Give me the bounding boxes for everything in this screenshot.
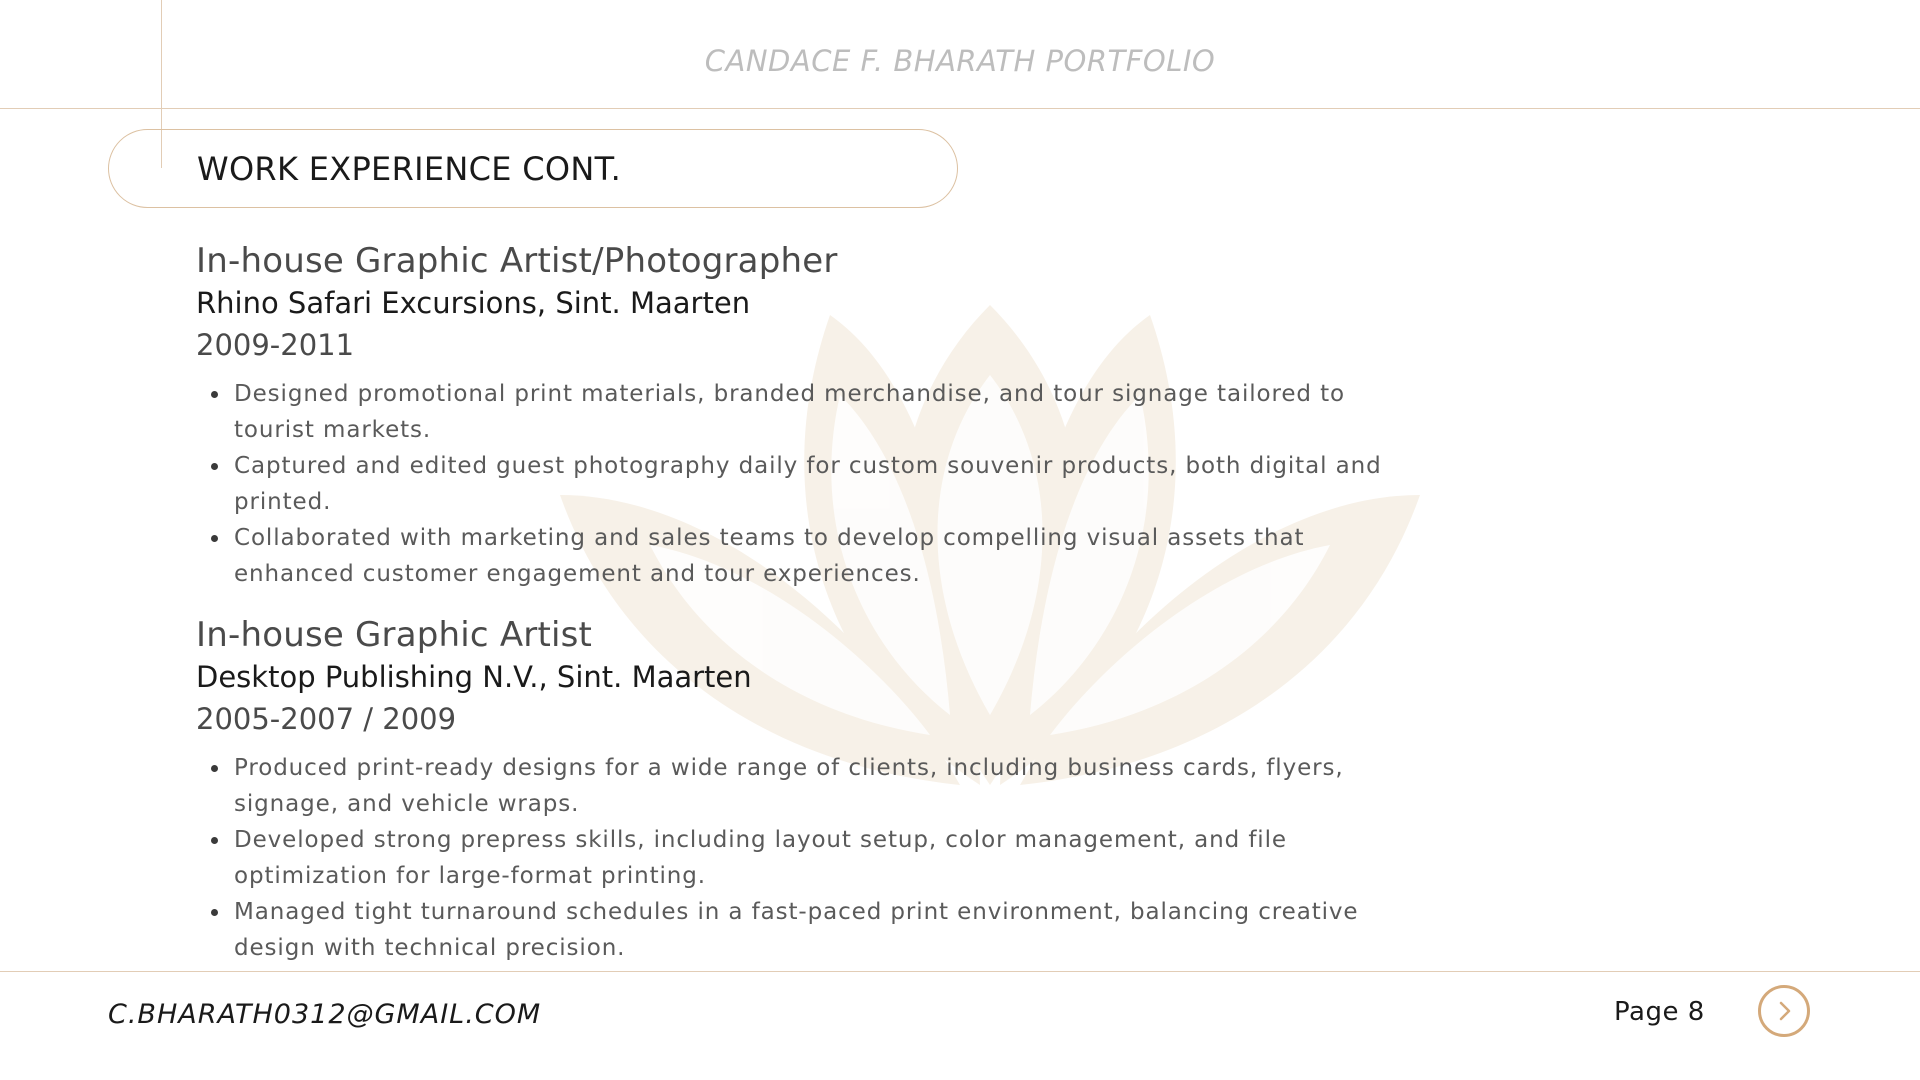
job-dates: 2005-2007 / 2009 (196, 702, 457, 736)
contact-email-link[interactable]: C.BHARATH0312@GMAIL.COM (108, 999, 542, 1030)
job-entry (196, 240, 1426, 592)
job-title: In-house Graphic Artist/Photographer (196, 241, 838, 281)
job-company: Desktop Publishing N.V., Sint. Maarten (196, 660, 752, 694)
job-entry (196, 614, 1426, 966)
job-bullet: Managed tight turnaround schedules in a fast-paced print environment, balancing creative design with technical precision. (196, 894, 1426, 966)
job-dates: 2009-2011 (196, 328, 355, 362)
job-bullet: Captured and edited guest photography daily for custom souvenir products, both digital and printed. (196, 448, 1426, 520)
job-bullet-list (196, 750, 1426, 966)
job-bullet: Collaborated with marketing and sales teams to develop compelling visual assets that enhanced customer engagement and tour experiences. (196, 520, 1426, 592)
job-company: Rhino Safari Excursions, Sint. Maarten (196, 286, 751, 320)
next-page-button[interactable] (1758, 985, 1810, 1037)
job-bullet: Developed strong prepress skills, including layout setup, color management, and file optimization for large-format printing. (196, 822, 1426, 894)
job-bullet: Produced print-ready designs for a wide range of clients, including business cards, flyers, signage, and vehicle wraps. (196, 750, 1426, 822)
header-divider (0, 108, 1920, 109)
job-bullet-list (196, 376, 1426, 592)
page-number: Page 8 (1614, 997, 1705, 1027)
section-title: WORK EXPERIENCE CONT. (197, 150, 622, 188)
job-bullet: Designed promotional print materials, branded merchandise, and tour signage tailored to tourist markets. (196, 376, 1426, 448)
chevron-right-icon (1772, 999, 1796, 1023)
job-title: In-house Graphic Artist (196, 615, 593, 655)
portfolio-header-title: CANDACE F. BHARATH PORTFOLIO (704, 44, 1216, 78)
work-experience-content (196, 240, 1426, 988)
